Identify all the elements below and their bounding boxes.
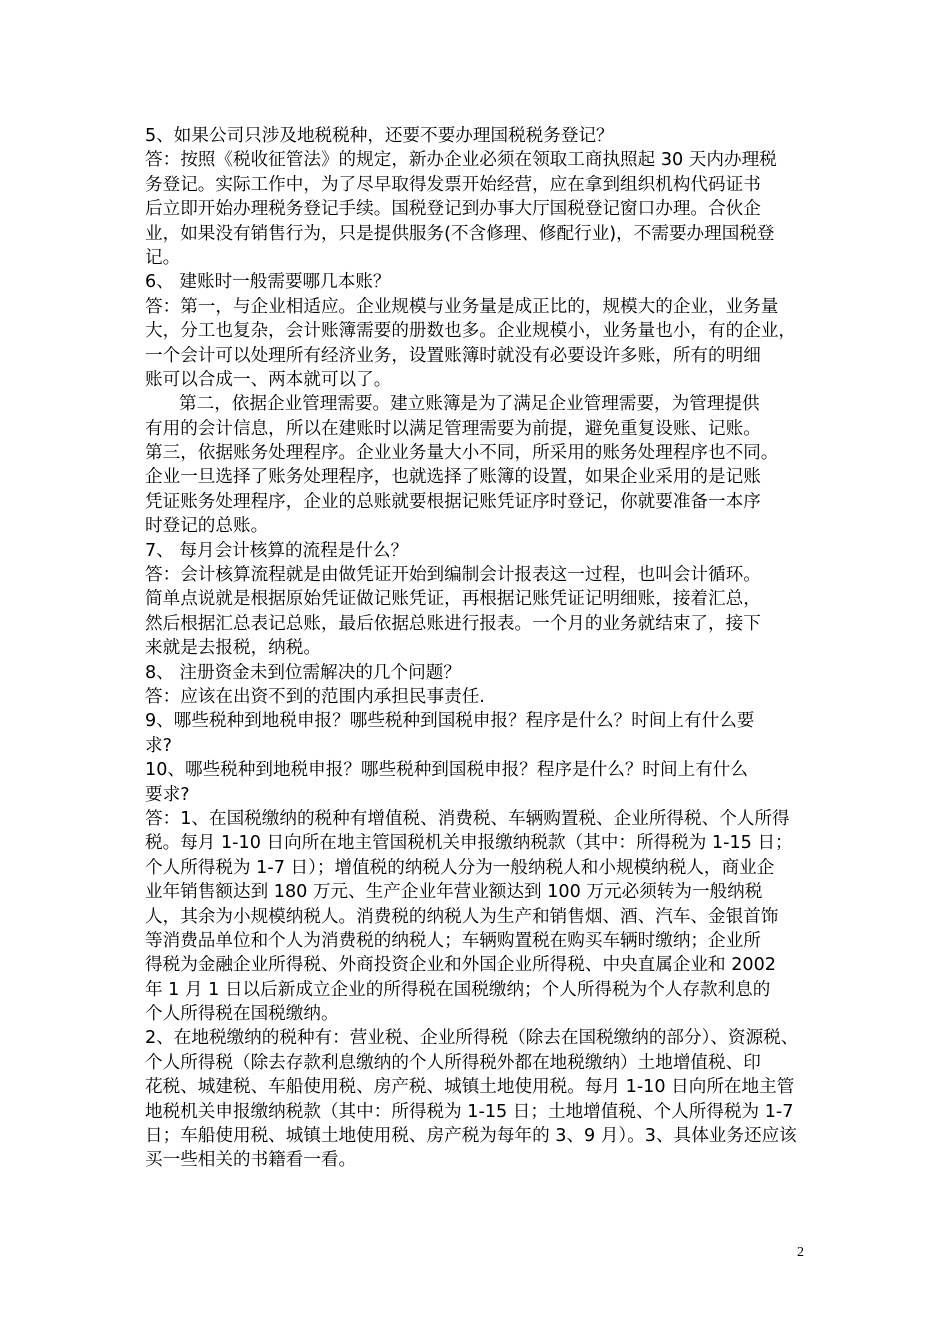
text-line: 答：第一，与企业相适应。企业规模与业务量是成正比的，规模大的企业，业务量 [145,296,779,317]
text-line: 个人所得税为 1-7 日）；增值税的纳税人分为一般纳税人和小规模纳税人，商业企 [145,857,775,878]
text-line: 一个会计可以处理所有经济业务，设置账簿时就没有必要设许多账，所有的明细 [145,345,761,366]
text-line: 个人所得税在国税缴纳。 [145,1004,339,1025]
document-body [145,124,815,1173]
text-line: 答：会计核算流程就是由做凭证开始到编制会计报表这一过程，也叫会计循环。 [145,565,761,586]
text-line: 记。 [145,247,181,268]
text-line: 企业一旦选择了账务处理程序，也就选择了账簿的设置，如果企业采用的是记账 [145,467,761,488]
text-line: 账可以合成一、两本就可以了。 [145,369,392,390]
page-number: 2 [797,1245,804,1260]
text-line: 答：按照《税收征管法》的规定，新办企业必须在领取工商执照起 30 天内办理税 [145,150,777,171]
text-line: 简单点说就是根据原始凭证做记账凭证，再根据记账凭证记明细账，接着汇总， [145,589,761,610]
text-line: 后立即开始办理税务登记手续。国税登记到办事大厅国税登记窗口办理。合伙企 [145,199,761,220]
text-line: 人，其余为小规模纳税人。消费税的纳税人为生产和销售烟、酒、汽车、金银首饰 [145,906,779,927]
text-line: 凭证账务处理程序，企业的总账就要根据记账凭证序时登记，你就要准备一本序 [145,491,761,512]
text-line: 大，分工也复杂，会计账簿需要的册数也多。企业规模小，业务量也小，有的企业， [145,321,796,342]
text-line: 等消费品单位和个人为消费税的纳税人；车辆购置税在购买车辆时缴纳；企业所 [145,930,761,951]
text-line: 年 1 月 1 日以后新成立企业的所得税在国税缴纳；个人所得税为个人存款利息的 [145,979,771,1000]
text-line: 然后根据汇总表记总账，最后依据总账进行报表。一个月的业务就结束了，接下 [145,613,761,634]
text-line: 业，如果没有销售行为，只是提供服务(不含修理、修配行业)，不需要办理国税登 [145,223,775,244]
text-line: 有用的会计信息，所以在建账时以满足管理需要为前提，避免重复设账、记账。 [145,418,761,439]
text-line: 花税、城建税、车船使用税、房产税、城镇土地使用税。每月 1-10 日向所在地主管 [145,1077,795,1098]
text-line: 5、如果公司只涉及地税税种，还要不要办理国税税务登记？ [145,126,614,146]
text-line: 来就是去报税，纳税。 [145,638,321,659]
text-line: 时登记的总账。 [145,516,269,537]
question-heading: 7、 每月会计核算的流程是什么？ [145,540,409,561]
text-line: 第三，依据账务处理程序。企业业务量大小不同，所采用的账务处理程序也不同。 [145,443,779,464]
text-line: 税。每月 1-10 日向所在地主管国税机关申报缴纳税款（其中：所得税为 1-15 日； [145,833,793,854]
text-line: 买一些相关的书籍看一看。 [145,1150,357,1171]
question-heading: 6、 建账时一般需要哪几本账？ [145,272,391,293]
text-line: 地税机关申报缴纳税款（其中：所得税为 1-15 日；土地增值税、个人所得税为 1-7 [145,1101,794,1122]
text-line: 第二，依据企业管理需要。建立账簿是为了满足企业管理需要，为管理提供 [179,394,760,415]
question-heading: 8、 注册资金未到位需解决的几个问题？ [145,662,461,683]
text-line: 2、在地税缴纳的税种有：营业税、企业所得税（除去在国税缴纳的部分）、资源税、 [145,1028,799,1049]
text-line: 个人所得税（除去存款利息缴纳的个人所得税外都在地税缴纳）土地增值税、印 [145,1052,761,1073]
text-line: 日；车船使用税、城镇土地使用税、房产税为每年的 3、9 月）。3、具体业务还应该 [145,1126,797,1147]
text-line: 务登记。实际工作中，为了尽早取得发票开始经营，应在拿到组织机构代码证书 [145,174,761,195]
text-line: 得税为金融企业所得税、外商投资企业和外国企业所得税、中央直属企业和 2002 [145,955,776,976]
text-line: 业年销售额达到 180 万元、生产企业年营业额达到 100 万元必须转为一般纳税 [145,882,763,903]
text-line: 答：应该在出资不到的范围内承担民事责任. [145,686,485,707]
question-heading: 9、哪些税种到地税申报？哪些税种到国税申报？程序是什么？时间上有什么要 [145,711,755,732]
text-line: 要求? [145,784,190,805]
text-line: 求? [145,735,172,756]
text-line: 答：1、在国税缴纳的税种有增值税、消费税、车辆购置税、企业所得税、个人所得 [145,808,790,829]
question-heading: 10、哪些税种到地税申报？哪些税种到国税申报？程序是什么？时间上有什么 [145,760,748,781]
